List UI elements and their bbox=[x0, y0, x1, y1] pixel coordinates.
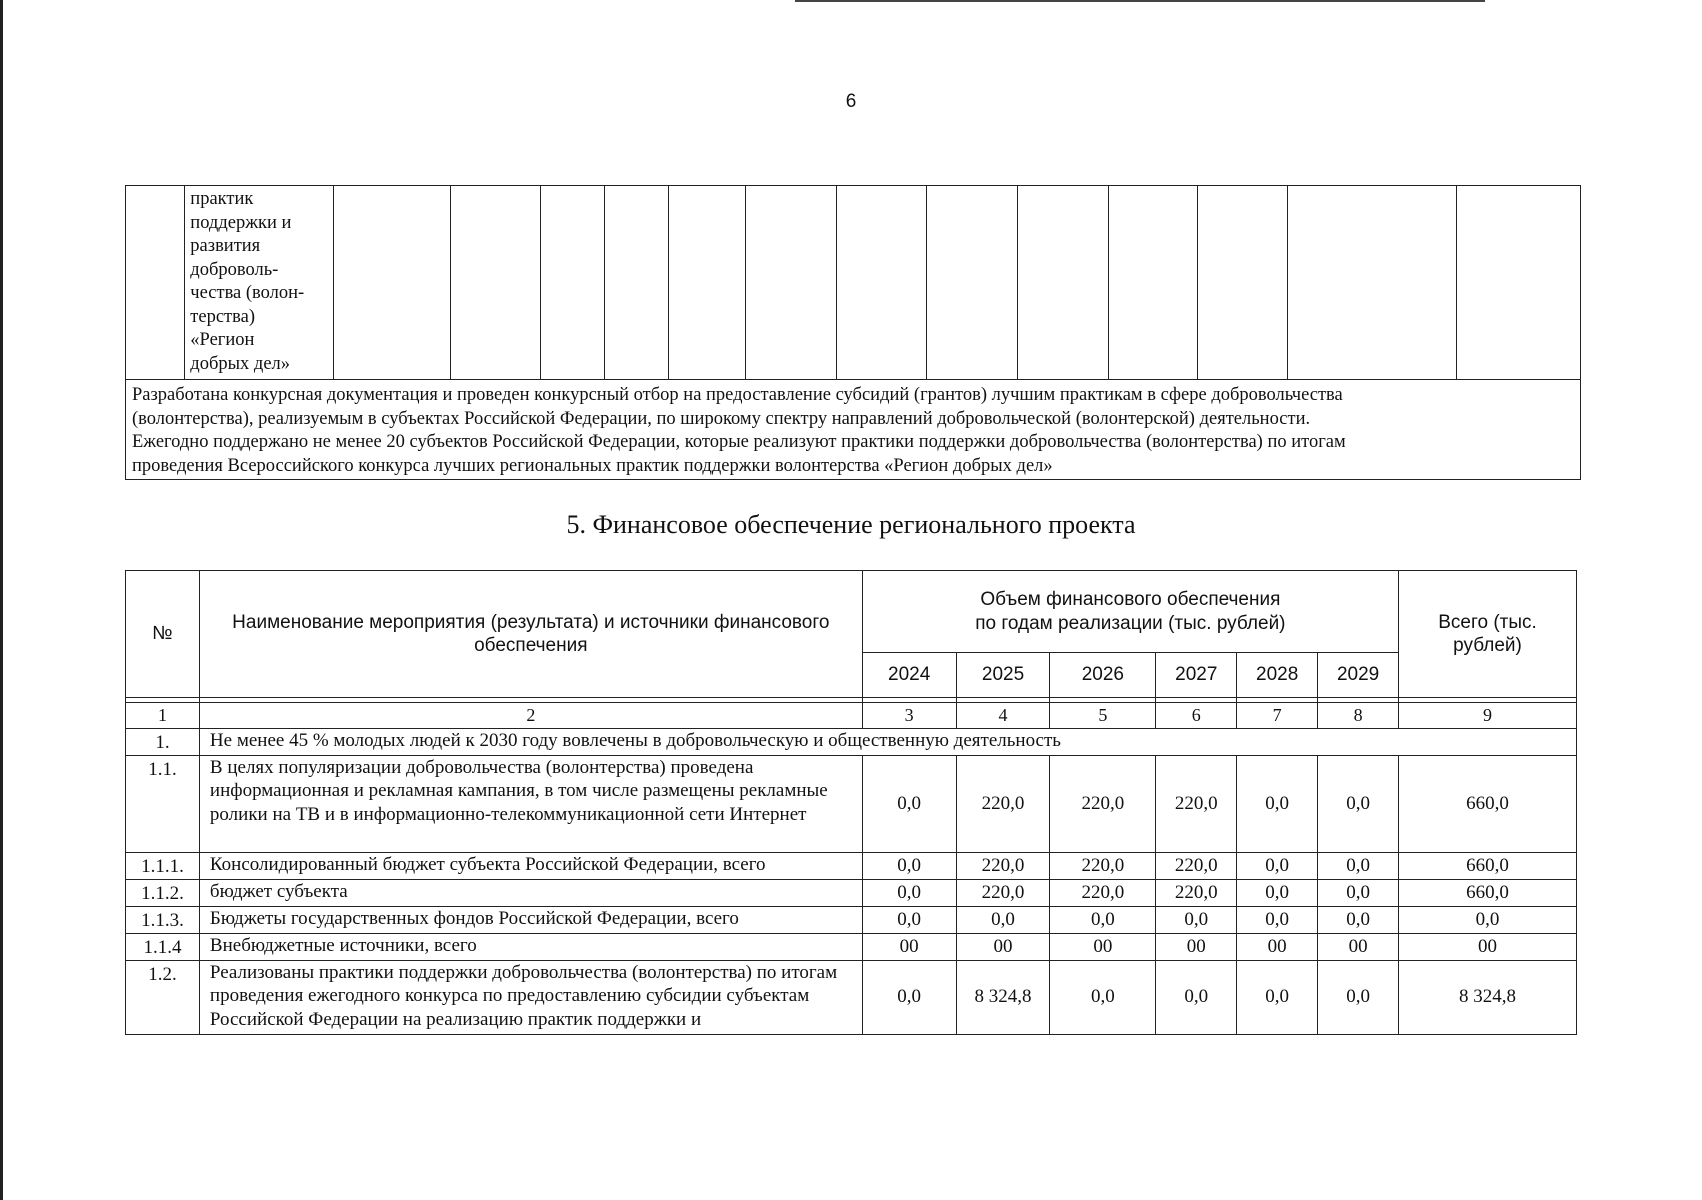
value-cell: 220,0 bbox=[1050, 852, 1156, 879]
column-number: 6 bbox=[1156, 703, 1237, 729]
value-cell: 0,0 bbox=[1237, 755, 1318, 852]
column-number: 2 bbox=[199, 703, 862, 729]
value-cell: 0,0 bbox=[862, 755, 956, 852]
table-cell bbox=[604, 186, 668, 380]
value-cell: 220,0 bbox=[1156, 852, 1237, 879]
value-cell: 0,0 bbox=[862, 906, 956, 933]
header-no: № bbox=[126, 571, 200, 698]
column-number: 4 bbox=[956, 703, 1050, 729]
row-number: 1.1.4 bbox=[126, 933, 200, 960]
header-total: Всего (тыс. рублей) bbox=[1399, 571, 1577, 698]
item-line: терства) bbox=[190, 306, 256, 327]
value-cell: 220,0 bbox=[956, 879, 1050, 906]
finance-table bbox=[125, 570, 1577, 1035]
value-cell: 220,0 bbox=[956, 755, 1050, 852]
value-cell: 0,0 bbox=[1156, 906, 1237, 933]
value-cell: 8 324,8 bbox=[956, 960, 1050, 1034]
header-volume-line: по годам реализации (тыс. рублей) bbox=[975, 612, 1286, 634]
header-year: 2026 bbox=[1050, 653, 1156, 698]
value-cell: 220,0 bbox=[1156, 879, 1237, 906]
table-cell bbox=[1017, 186, 1108, 380]
value-cell: 0,0 bbox=[1318, 755, 1399, 852]
page-edge bbox=[0, 0, 3, 1200]
row-number: 1.1.2. bbox=[126, 879, 200, 906]
item-line: практик bbox=[190, 189, 254, 209]
header-year: 2027 bbox=[1156, 653, 1237, 698]
value-cell: 0,0 bbox=[1318, 960, 1399, 1034]
summary-line: проведения Всероссийского конкурса лучших региональных практик поддержки волонтерства «Регион добрых дел» bbox=[132, 455, 1053, 476]
column-number-row bbox=[126, 703, 1577, 729]
result-summary-cell bbox=[126, 380, 1581, 480]
header-year: 2028 bbox=[1237, 653, 1318, 698]
table-cell bbox=[450, 186, 540, 380]
row-name: бюджет субъекта bbox=[199, 879, 862, 906]
value-cell: 00 bbox=[1318, 933, 1399, 960]
value-cell: 0,0 bbox=[862, 879, 956, 906]
table-cell bbox=[1288, 186, 1456, 380]
value-cell: 00 bbox=[1156, 933, 1237, 960]
item-line: доброволь- bbox=[190, 259, 279, 280]
row-name: Не менее 45 % молодых людей к 2030 году вовлечены в добровольческую и общественную деятельность bbox=[199, 729, 1576, 756]
column-number: 3 bbox=[862, 703, 956, 729]
value-cell: 0,0 bbox=[862, 960, 956, 1034]
total-cell: 660,0 bbox=[1399, 879, 1577, 906]
value-cell: 0,0 bbox=[1237, 960, 1318, 1034]
header-year: 2029 bbox=[1318, 653, 1399, 698]
column-number: 5 bbox=[1050, 703, 1156, 729]
item-line: чества (волон- bbox=[190, 283, 305, 303]
row-number: 1.1.1. bbox=[126, 852, 200, 879]
table-cell bbox=[926, 186, 1017, 380]
value-cell: 00 bbox=[956, 933, 1050, 960]
value-cell: 00 bbox=[1050, 933, 1156, 960]
table-row bbox=[126, 906, 1577, 933]
row-name: Внебюджетные источники, всего bbox=[199, 933, 862, 960]
item-line: добрых дел» bbox=[190, 353, 291, 374]
value-cell: 0,0 bbox=[956, 906, 1050, 933]
row-name: В целях популяризации добровольчества (волонтерства) проведена информационная и рекламная кампания, в том числе размещены рекламные ролики на ТВ и в информационно-телекоммуникационной сети Интернет bbox=[199, 755, 862, 852]
value-cell: 0,0 bbox=[1156, 960, 1237, 1034]
value-cell: 0,0 bbox=[1318, 906, 1399, 933]
header-volume bbox=[862, 571, 1398, 653]
item-line: развития bbox=[190, 236, 261, 256]
table-cell bbox=[1456, 186, 1580, 380]
value-cell: 0,0 bbox=[1318, 852, 1399, 879]
table-cell bbox=[334, 186, 451, 380]
table-cell bbox=[668, 186, 745, 380]
total-cell: 660,0 bbox=[1399, 852, 1577, 879]
header-year: 2024 bbox=[862, 653, 956, 698]
table-cell bbox=[126, 186, 185, 380]
scan-artifact bbox=[795, 0, 1485, 2]
table-row bbox=[126, 879, 1577, 906]
value-cell: 0,0 bbox=[1050, 906, 1156, 933]
value-cell: 220,0 bbox=[1156, 755, 1237, 852]
page-number: 6 bbox=[845, 91, 857, 112]
table-cell bbox=[1198, 186, 1288, 380]
row-number: 1. bbox=[126, 729, 200, 756]
continuation-row bbox=[126, 186, 1581, 380]
table-row bbox=[126, 729, 1577, 756]
summary-line: Ежегодно поддержано не менее 20 субъектов Российской Федерации, которые реализуют практики поддержки добровольчества (волонтерства) по итогам bbox=[132, 432, 1346, 452]
item-line: поддержки и bbox=[190, 212, 292, 233]
table-cell bbox=[1108, 186, 1198, 380]
value-cell: 220,0 bbox=[1050, 755, 1156, 852]
table-row bbox=[126, 852, 1577, 879]
table-row bbox=[126, 960, 1577, 1034]
row-name: Бюджеты государственных фондов Российской Федерации, всего bbox=[199, 906, 862, 933]
summary-line: Разработана конкурсная документация и проведен конкурсный отбор на предоставление субсидий (грантов) лучшим практикам в сфере добровольчества bbox=[132, 385, 1343, 405]
summary-line: (волонтерства), реализуемым в субъектах Российской Федерации, по широкому спектру направлений добровольческой (волонтерской) деятельности. bbox=[132, 408, 1311, 429]
value-cell: 00 bbox=[1237, 933, 1318, 960]
value-cell: 00 bbox=[862, 933, 956, 960]
table-cell bbox=[746, 186, 837, 380]
table-row bbox=[126, 755, 1577, 852]
table-row bbox=[126, 933, 1577, 960]
row-name: Консолидированный бюджет субъекта Российской Федерации, всего bbox=[199, 852, 862, 879]
value-cell: 220,0 bbox=[956, 852, 1050, 879]
value-cell: 0,0 bbox=[1237, 879, 1318, 906]
header-volume-line: Объем финансового обеспечения bbox=[980, 589, 1281, 610]
header-year: 2025 bbox=[956, 653, 1050, 698]
value-cell: 0,0 bbox=[862, 852, 956, 879]
total-cell: 00 bbox=[1399, 933, 1577, 960]
value-cell: 0,0 bbox=[1318, 879, 1399, 906]
column-number: 7 bbox=[1237, 703, 1318, 729]
total-cell: 0,0 bbox=[1399, 906, 1577, 933]
summary-row bbox=[126, 380, 1581, 480]
value-cell: 0,0 bbox=[1237, 906, 1318, 933]
item-line: «Регион bbox=[190, 330, 255, 350]
table-cell bbox=[837, 186, 927, 380]
value-cell: 0,0 bbox=[1050, 960, 1156, 1034]
header-name: Наименование мероприятия (результата) и источники финансового обеспечения bbox=[199, 571, 862, 698]
section-title: 5. Финансовое обеспечение регионального проекта bbox=[566, 510, 1136, 539]
row-number: 1.1.3. bbox=[126, 906, 200, 933]
continuation-item-cell bbox=[185, 186, 334, 380]
value-cell: 220,0 bbox=[1050, 879, 1156, 906]
row-number: 1.2. bbox=[126, 960, 200, 1034]
table-cell bbox=[540, 186, 604, 380]
total-cell: 8 324,8 bbox=[1399, 960, 1577, 1034]
total-cell: 660,0 bbox=[1399, 755, 1577, 852]
continuation-table bbox=[125, 185, 1581, 480]
header-row bbox=[126, 571, 1577, 653]
column-number: 9 bbox=[1399, 703, 1577, 729]
value-cell: 0,0 bbox=[1237, 852, 1318, 879]
row-number: 1.1. bbox=[126, 755, 200, 852]
row-name: Реализованы практики поддержки добровольчества (волонтерства) по итогам проведения ежегодного конкурса по предоставлению субсидии субъектам Российской Федерации на реализацию практик поддержки и bbox=[199, 960, 862, 1034]
column-number: 8 bbox=[1318, 703, 1399, 729]
column-number: 1 bbox=[126, 703, 200, 729]
